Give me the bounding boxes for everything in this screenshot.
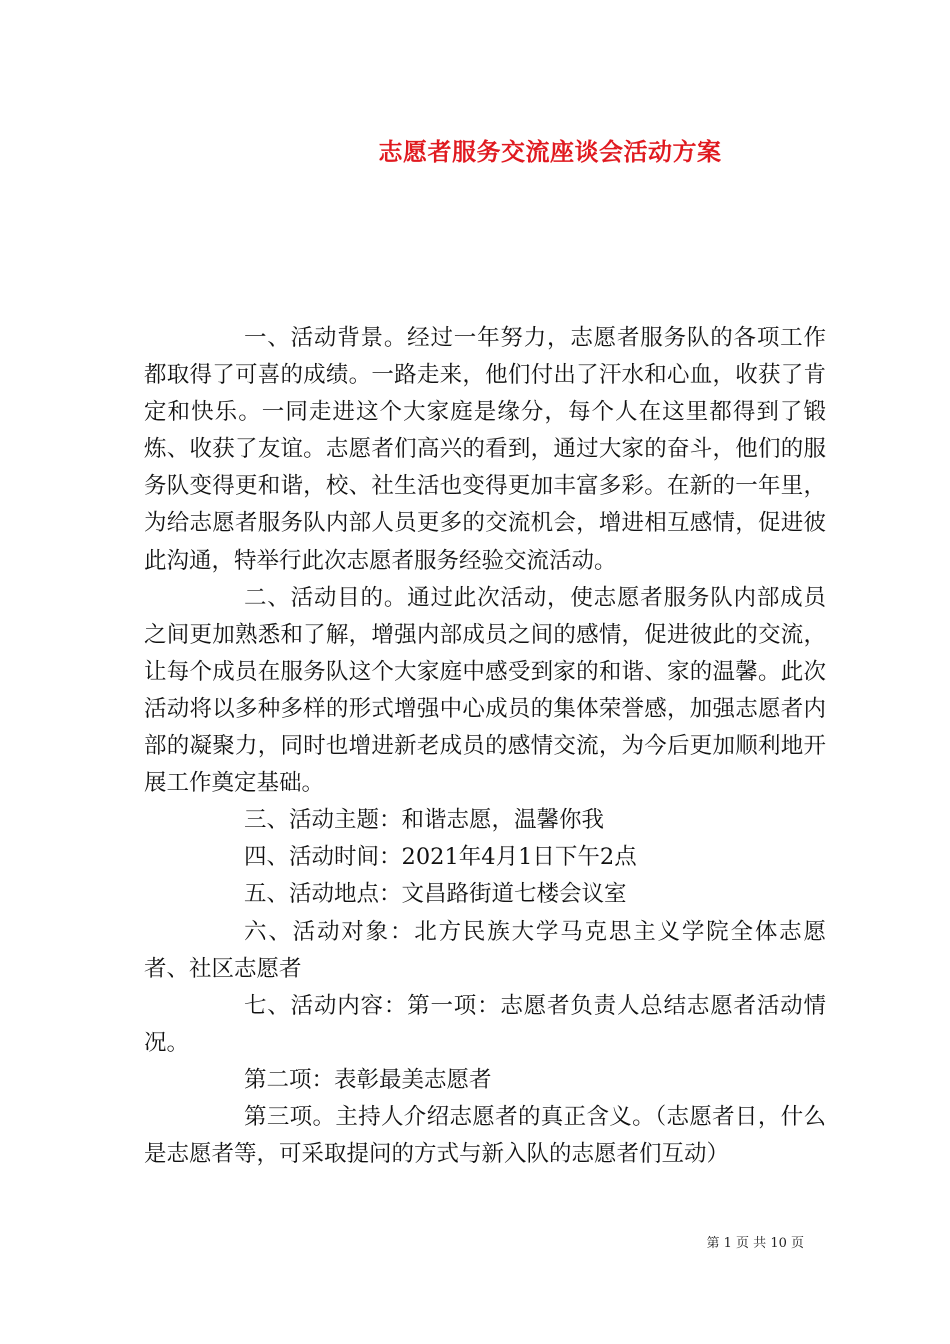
document-title: 志愿者服务交流座谈会活动方案 [378,137,722,166]
paragraph-time: 四、活动时间：2021年4月1日下午2点 [244,844,637,871]
paragraph-content-item-3: 第三项。主持人介绍志愿者的真正含义。（志愿者日，什么是志愿者等，可采取提问的方式与新入队的志愿者们互动） [144,1103,826,1168]
paragraph-theme: 三、活动主题：和谐志愿，温馨你我 [244,807,605,834]
paragraph-background: 一、活动背景。经过一年努力，志愿者服务队的各项工作都取得了可喜的成绩。一路走来，他们付出了汗水和心血，收获了肯定和快乐。一同走进这个大家庭是缘分，每个人在这里都得到了锻炼、收获了友谊。志愿者们高兴的看到，通过大家的奋斗，他们的服务队变得更和谐，校、社生活也变得更加丰富多彩。在新的一年里，为给志愿者服务队内部人员更多的交流机会，增进相互感情，促进彼此沟通，特举行此次志愿者服务经验交流活动。 [144,325,826,574]
document-body [144,320,826,1173]
paragraph-purpose: 二、活动目的。通过此次活动，使志愿者服务队内部成员之间更加熟悉和了解，增强内部成员之间的感情，促进彼此的交流，让每个成员在服务队这个大家庭中感受到家的和谐、家的温馨。此次活动将以多种多样的形式增强中心成员的集体荣誉感，加强志愿者内部的凝聚力，同时也增进新老成员的感情交流，为今后更加顺利地开展工作奠定基础。 [144,584,826,797]
page-number-footer: 第 1 页 共 10 页 [706,1236,804,1251]
paragraph-location: 五、活动地点：文昌路街道七楼会议室 [244,881,627,908]
paragraph-content-item-2: 第二项：表彰最美志愿者 [244,1066,492,1093]
paragraph-audience: 六、活动对象：北方民族大学马克思主义学院全体志愿者、社区志愿者 [144,918,826,982]
paragraph-content-item-1: 七、活动内容：第一项：志愿者负责人总结志愿者活动情况。 [144,992,826,1056]
